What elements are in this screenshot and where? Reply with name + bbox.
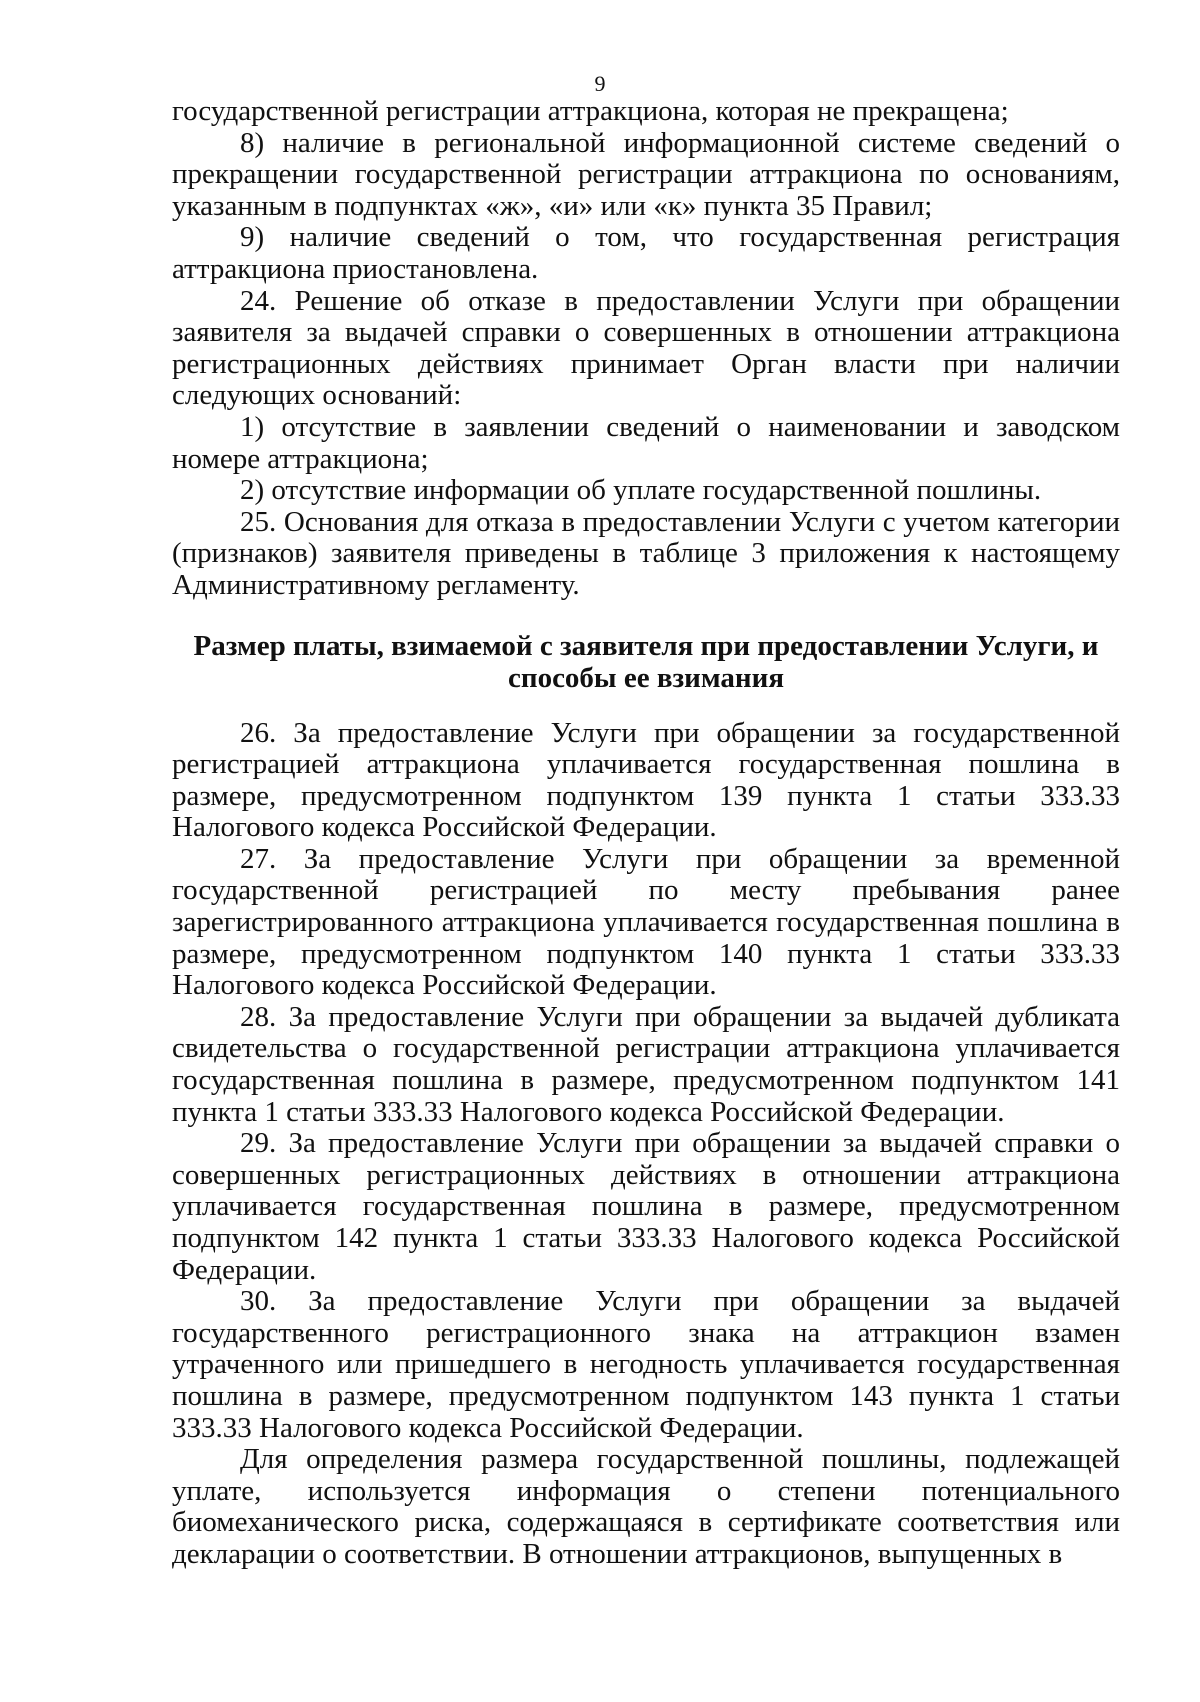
paragraph-27: 27. За предоставление Услуги при обращении за временной государственной регистрацией по месту пребывания ранее зарегистрированного аттракциона уплачивается государственная пошлина в размере, предусмотренном подпунктом 140 пункта 1 статьи 333.33 Налогового кодекса Российской Федерации.	[172, 842, 1120, 1002]
section-heading: Размер платы, взимаемой с заявителя при предоставлении Услуги, и способы ее взимания	[193, 629, 1099, 694]
paragraph-24-item-2: 2) отсутствие информации об уплате государственной пошлины.	[240, 474, 1042, 507]
page-number: 9	[594, 71, 606, 96]
spacer	[172, 694, 1120, 718]
paragraph-24-item-1: 1) отсутствие в заявлении сведений о наименовании и заводском номере аттракциона;	[172, 410, 1120, 475]
paragraph-25: 25. Основания для отказа в предоставлении Услуги с учетом категории (признаков) заявителя приведены в таблице 3 приложения к настоящему Административному регламенту.	[172, 505, 1120, 601]
paragraph-30: 30. За предоставление Услуги при обращении за выдачей государственного регистрационного знака на аттракцион взамен утраченного или пришедшего в негодность уплачивается государственная пошлина в размере, предусмотренном подпунктом 143 пункта 1 статьи 333.33 Налогового кодекса Российской Федерации.	[172, 1285, 1120, 1444]
document-body	[172, 96, 1120, 1571]
spacer	[172, 602, 1120, 630]
paragraph-28: 28. За предоставление Услуги при обращении за выдачей дубликата свидетельства о государственной регистрации аттракциона уплачивается государственная пошлина в размере, предусмотренном подпунктом 141 пункта 1 статьи 333.33 Налогового кодекса Российской Федерации.	[172, 1000, 1120, 1128]
paragraph-item-9: 9) наличие сведений о том, что государственная регистрация аттракциона приостановлена.	[172, 221, 1120, 285]
paragraph-26: 26. За предоставление Услуги при обращении за государственной регистрацией аттракциона уплачивается государственная пошлина в размере, предусмотренном подпунктом 139 пункта 1 статьи 333.33 Налогового кодекса Российской Федерации.	[172, 716, 1120, 844]
paragraph-fee-info: Для определения размера государственной пошлины, подлежащей уплате, используется информация о степени потенциального биомеханического риска, содержащаяся в сертификате соответствия или декларации о соответствии. В отношении аттракционов, выпущенных в	[172, 1443, 1120, 1570]
paragraph-continuation: государственной регистрации аттракциона, которая не прекращена;	[172, 95, 1009, 127]
paragraph-29: 29. За предоставление Услуги при обращении за выдачей справки о совершенных регистрационных действиях в отношении аттракциона уплачивается государственная пошлина в размере, предусмотренном подпунктом 142 пункта 1 статьи 333.33 Налогового кодекса Российской Федерации.	[172, 1127, 1120, 1286]
paragraph-24: 24. Решение об отказе в предоставлении Услуги при обращении заявителя за выдачей справки о совершенных в отношении аттракциона регистрационных действиях принимает Орган власти при наличии следующих оснований:	[172, 284, 1120, 412]
paragraph-item-8: 8) наличие в региональной информационной системе сведений о прекращении государственной регистрации аттракциона по основаниям, указанным в подпунктах «ж», «и» или «к» пункта 35 Правил;	[172, 126, 1120, 222]
